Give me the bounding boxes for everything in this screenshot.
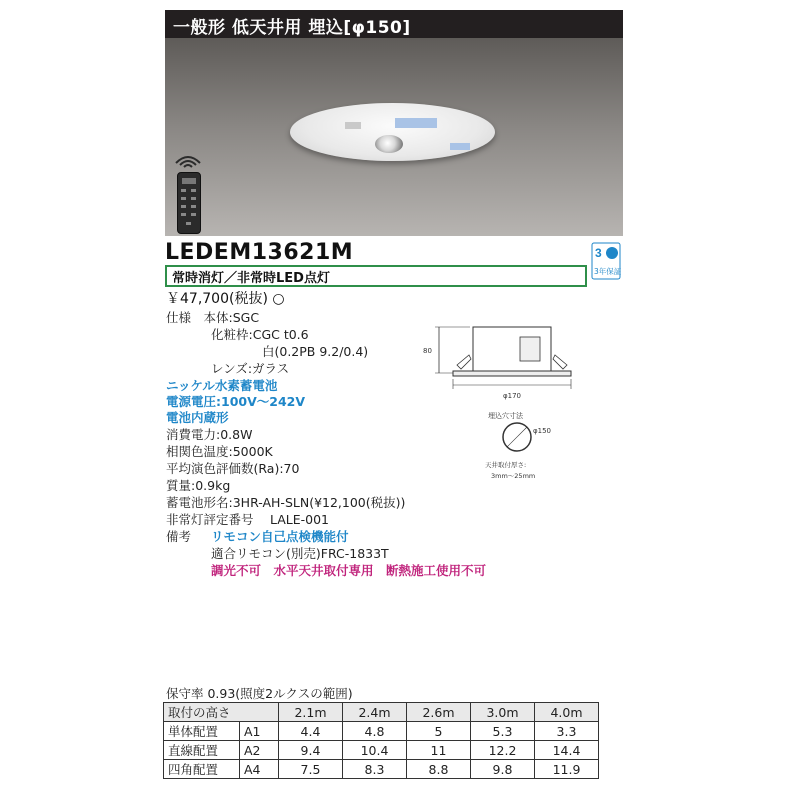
table-cell: 9.4 [279, 741, 343, 760]
table-cell: 3.3 [535, 722, 599, 741]
illuminance-table [163, 702, 599, 779]
row-label: 直線配置 [164, 741, 240, 760]
svg-text:80: 80 [423, 347, 432, 355]
table-header-row [164, 703, 599, 722]
spec-notes-label: 備考 [166, 529, 192, 544]
remote-control-icon [177, 172, 201, 234]
spec-frame-color: 白(0.2PB 9.2/0.4) [262, 344, 369, 359]
svg-text:3年保証: 3年保証 [594, 267, 622, 276]
fixture-sticker [450, 143, 470, 150]
spec-remote-check: リモコン自己点検機能付 [211, 529, 349, 544]
table-cell: 9.8 [471, 760, 535, 779]
table-cell: 8.3 [343, 760, 407, 779]
spec-cri: 平均演色評価数(Ra):70 [166, 461, 300, 476]
table-cell: 12.2 [471, 741, 535, 760]
table-header-cell: 2.6m [407, 703, 471, 722]
signal-icon [173, 151, 203, 169]
row-symbol: A1 [240, 722, 279, 741]
svg-text:φ150: φ150 [533, 427, 551, 435]
table-row [164, 722, 599, 741]
table-row [164, 741, 599, 760]
spec-voltage: 電源電圧:100V〜242V [166, 394, 306, 409]
spec-battery-type: ニッケル水素蓄電池 [166, 378, 278, 393]
table-cell: 4.4 [279, 722, 343, 741]
spec-body: 仕様 本体:SGC [166, 310, 260, 325]
spec-weight: 質量:0.9kg [166, 478, 231, 493]
product-code: LEDEM13621M [165, 240, 354, 265]
header-bar [165, 10, 623, 38]
table-cell: 5 [407, 722, 471, 741]
dimension-diagram [425, 315, 595, 495]
svg-text:埋込穴寸法: 埋込穴寸法 [488, 412, 523, 420]
table-cell: 11.9 [535, 760, 599, 779]
fixture-sticker [395, 118, 437, 128]
spec-battery-builtin: 電池内蔵形 [166, 410, 229, 425]
fixture-lens [375, 135, 403, 153]
spec-lens: レンズ:ガラス [211, 361, 290, 376]
svg-text:φ170: φ170 [503, 392, 521, 400]
row-label: 単体配置 [164, 722, 240, 741]
spec-battery-model: 蓄電池形名:3HR-AH-SLN(¥12,100(税抜)) [166, 495, 406, 510]
table-cell: 5.3 [471, 722, 535, 741]
spec-color-temp: 相関色温度:5000K [166, 444, 273, 459]
price: ￥47,700(税抜) ○ [166, 291, 285, 307]
fixture-sticker [345, 122, 361, 129]
spec-frame: 化粧枠:CGC t0.6 [211, 327, 309, 342]
warranty-badge [592, 243, 620, 279]
svg-text:天井取付厚さ:: 天井取付厚さ: [485, 461, 527, 469]
table-cell: 14.4 [535, 741, 599, 760]
spec-power: 消費電力:0.8W [166, 427, 253, 442]
table-header-cell: 3.0m [471, 703, 535, 722]
table-row [164, 760, 599, 779]
svg-text:3: 3 [595, 246, 602, 260]
row-label: 四角配置 [164, 760, 240, 779]
table-header-cell: 2.4m [343, 703, 407, 722]
spec-rating-number: 非常灯評定番号 LALE-001 [166, 512, 330, 527]
row-symbol: A2 [240, 741, 279, 760]
spec-restrictions: 調光不可 水平天井取付専用 断熱施工使用不可 [211, 563, 487, 578]
lighting-type: 常時消灯／非常時LED点灯 [172, 271, 330, 286]
table-cell: 7.5 [279, 760, 343, 779]
table-header-cell: 取付の高さ [164, 703, 279, 722]
row-symbol: A4 [240, 760, 279, 779]
svg-text:3mm〜25mm: 3mm〜25mm [491, 472, 536, 480]
spec-remote-model: 適合リモコン(別売)FRC-1833T [211, 546, 389, 561]
product-photo [165, 38, 623, 236]
table-header-cell: 2.1m [279, 703, 343, 722]
table-cell: 4.8 [343, 722, 407, 741]
table-cell: 11 [407, 741, 471, 760]
illuminance-table-title: 保守率 0.93(照度2ルクスの範囲) [166, 686, 353, 701]
table-cell: 10.4 [343, 741, 407, 760]
lighting-type-box [165, 265, 587, 287]
table-header-cell: 4.0m [535, 703, 599, 722]
page-title: 一般形 低天井用 埋込[φ150] [173, 18, 411, 38]
table-cell: 8.8 [407, 760, 471, 779]
